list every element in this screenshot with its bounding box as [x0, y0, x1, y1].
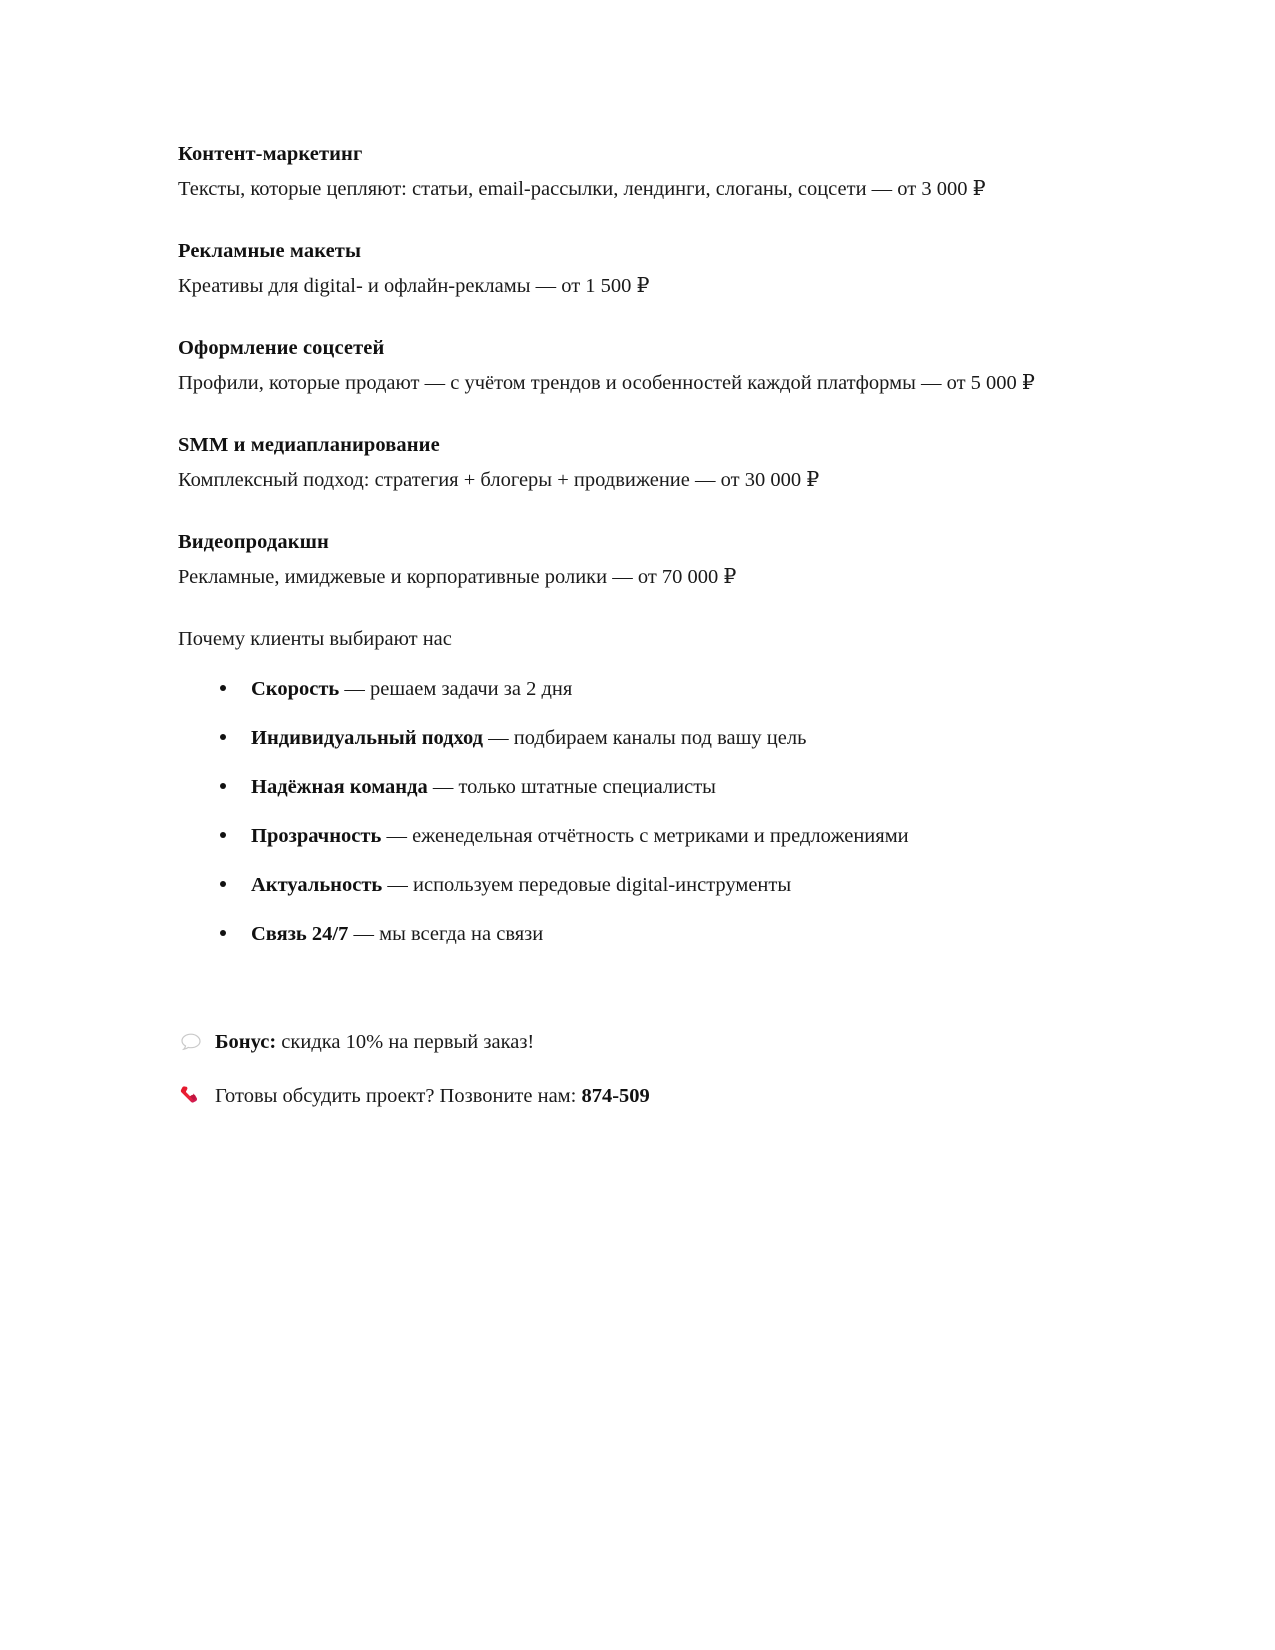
- contact-phone: 874-509: [581, 1085, 650, 1107]
- service-title: Контент-маркетинг: [178, 143, 363, 165]
- contact-note: [178, 1080, 1040, 1112]
- benefit-text: — решаем задачи за 2 дня: [339, 678, 573, 700]
- service-title: Видеопродакшн: [178, 531, 329, 553]
- footer-notes: [178, 1026, 1040, 1112]
- bullet-icon: [220, 881, 226, 887]
- list-item: [178, 771, 1040, 803]
- service-block-social-design: [178, 332, 1040, 399]
- benefit-term: Актуальность: [251, 874, 383, 896]
- bullet-icon: [220, 930, 226, 936]
- benefits-list: [178, 673, 1040, 950]
- benefit-text: — еженедельная отчётность с метриками и предложениями: [381, 825, 909, 847]
- bullet-icon: [220, 832, 226, 838]
- document-content: [178, 138, 1040, 1112]
- bonus-label: Бонус:: [215, 1031, 277, 1053]
- service-description: Комплексный подход: стратегия + блогеры + продвижение — от 30 000 ₽: [178, 469, 820, 491]
- service-description: Тексты, которые цепляют: статьи, email-рассылки, лендинги, слоганы, соцсети — от 3 000 ₽: [178, 178, 986, 200]
- service-title: Рекламные макеты: [178, 240, 362, 262]
- bullet-icon: [220, 685, 226, 691]
- benefit-term: Надёжная команда: [251, 776, 428, 798]
- contact-text: Готовы обсудить проект? Позвоните нам:: [215, 1085, 582, 1107]
- benefit-text: — мы всегда на связи: [348, 923, 544, 945]
- benefit-term: Связь 24/7: [251, 923, 349, 945]
- benefit-term: Прозрачность: [251, 825, 382, 847]
- list-item: [178, 918, 1040, 950]
- telephone-receiver-icon: [178, 1083, 204, 1109]
- service-title: SMM и медиапланирование: [178, 434, 440, 456]
- service-block-content-marketing: [178, 138, 1040, 205]
- bullet-icon: [220, 734, 226, 740]
- list-item: [178, 722, 1040, 754]
- benefits-intro: Почему клиенты выбирают нас: [178, 628, 452, 650]
- service-description: Креативы для digital- и офлайн-рекламы — от 1 500 ₽: [178, 275, 650, 297]
- list-item: [178, 820, 1040, 852]
- list-item: [178, 673, 1040, 705]
- benefit-text: — подбираем каналы под вашу цель: [483, 727, 807, 749]
- benefit-text: — только штатные специалисты: [427, 776, 716, 798]
- service-block-smm: [178, 429, 1040, 496]
- service-description: Рекламные, имиджевые и корпоративные ролики — от 70 000 ₽: [178, 566, 737, 588]
- bonus-note: [178, 1026, 1040, 1058]
- bonus-text: скидка 10% на первый заказ!: [276, 1031, 535, 1053]
- service-title: Оформление соцсетей: [178, 337, 385, 359]
- list-item: [178, 869, 1040, 901]
- benefit-term: Скорость: [251, 678, 340, 700]
- benefit-term: Индивидуальный подход: [251, 727, 484, 749]
- speech-bubble-icon: [178, 1029, 204, 1055]
- service-block-ad-layouts: [178, 235, 1040, 302]
- benefit-text: — используем передовые digital-инструменты: [382, 874, 792, 896]
- service-description: Профили, которые продают — с учётом трендов и особенностей каждой платформы — от 5 000 ₽: [178, 372, 1035, 394]
- bullet-icon: [220, 783, 226, 789]
- service-block-video-production: [178, 526, 1040, 593]
